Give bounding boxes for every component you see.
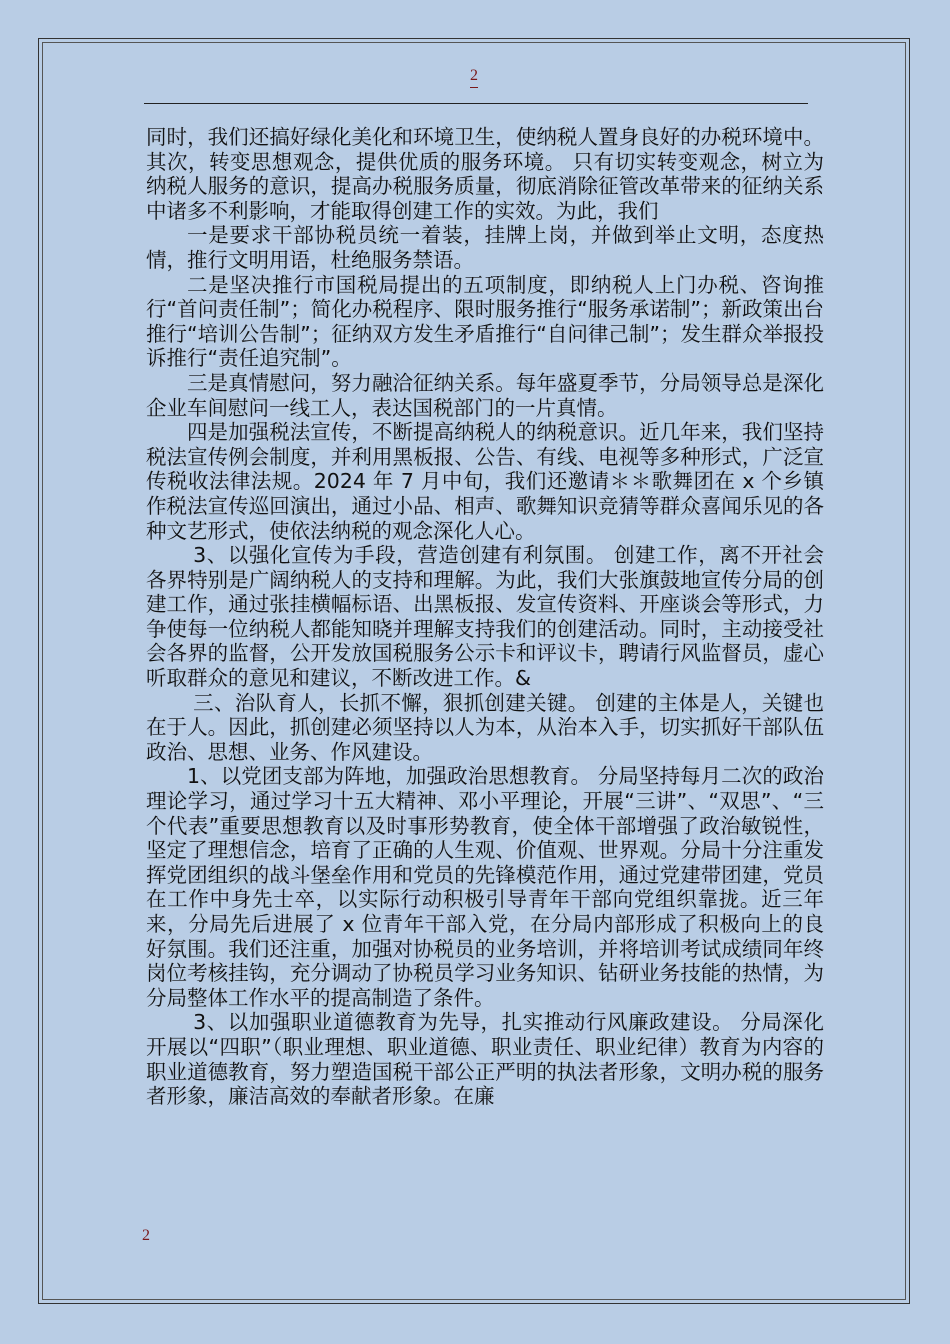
paragraph: 3、以强化宣传为手段，营造创建有利氛围。 创建工作，离不开社会各界特别是广阔纳税人的支持和理解。为此，我们大张旗鼓地宣传分局的创建工作，通过张挂横幅标语、出黑板报、发宣传资料、开座谈会等形式，力争使每一位纳税人都能知晓并理解支持我们的创建活动。同时，主动接受社会各界的监督，公开发放国税服务公示卡和评议卡，聘请行风监督员，虚心听取群众的意见和建议，不断改进工作。& [146,543,824,691]
paragraph: 四是加强税法宣传，不断提高纳税人的纳税意识。近几年来，我们坚持税法宣传例会制度，并利用黑板报、公告、有线、电视等多种形式，广泛宣传税收法律法规。2024 年 7 月中旬，我们还邀请＊＊歌舞团在 x 个乡镇作税法宣传巡回演出，通过小品、相声、歌舞知识竞猜等群众喜闻乐见的各种文艺形式，使依法纳税的观念深化人心。 [146,420,824,543]
paragraph: 三是真情慰问，努力融洽征纳关系。每年盛夏季节，分局领导总是深化企业车间慰问一线工人，表达国税部门的一片真情。 [146,370,824,420]
paragraph: 一是要求干部协税员统一着装，挂牌上岗，并做到举止文明，态度热情，推行文明用语，杜绝服务禁语。 [146,223,824,272]
footer-page-number: 2 [142,1227,150,1244]
document-page [38,38,910,1304]
section-heading-paragraph: 三、治队育人，长抓不懈，狠抓创建关键。 创建的主体是人，关键也在于人。因此，抓创建必须坚持以人为本，从治本入手，切实抓好干部队伍政治、思想、业务、作风建设。 [146,690,824,764]
paragraph: 二是坚决推行市国税局提出的五项制度，即纳税人上门办税、咨询推行“首问责任制”；简化办税程序、限时服务推行“服务承诺制”；新政策出台推行“培训公告制”；征纳双方发生矛盾推行“自问律己制”；发生群众举报投诉推行“责任追究制”。 [146,272,824,371]
paragraph: 1、以党团支部为阵地，加强政治思想教育。 分局坚持每月二次的政治理论学习，通过学习十五大精神、邓小平理论，开展“三讲”、“双思”、“三个代表”重要思想教育以及时事形势教育，使全体干部增强了政治敏锐性，坚定了理想信念，培育了正确的人生观、价值观、世界观。分局十分注重发挥党团组织的战斗堡垒作用和党员的先锋模范作用，通过党建带团建，党员在工作中身先士卒，以实际行动积极引导青年干部向党组织靠拢。近三年来，分局先后进展了 x 位青年干部入党，在分局内部形成了积极向上的良好氛围。我们还注重，加强对协税员的业务培训，并将培训考试成绩同年终岗位考核挂钩，充分调动了协税员学习业务知识、钻研业务技能的热情，为分局整体工作水平的提高制造了条件。 [146,764,824,1010]
paragraph: 同时，我们还搞好绿化美化和环境卫生，使纳税人置身良好的办税环境中。 其次，转变思想观念，提供优质的服务环境。 只有切实转变观念，树立为纳税人服务的意识，提高办税服务质量，彻底消除征管改革带来的征纳关系中诸多不利影响，才能取得创建工作的实效。为此，我们 [146,125,824,223]
document-body [146,125,824,1109]
header-page-number: 2 [470,67,478,84]
header-underline-mark [470,87,478,88]
paragraph: 3、以加强职业道德教育为先导，扎实推动行风廉政建设。 分局深化开展以“四职”（职业理想、职业道德、职业责任、职业纪律）教育为内容的职业道德教育，努力塑造国税干部公正严明的执法者形象，文明办税的服务者形象，廉洁高效的奉献者形象。在廉 [146,1010,824,1109]
header-rule [144,103,808,104]
